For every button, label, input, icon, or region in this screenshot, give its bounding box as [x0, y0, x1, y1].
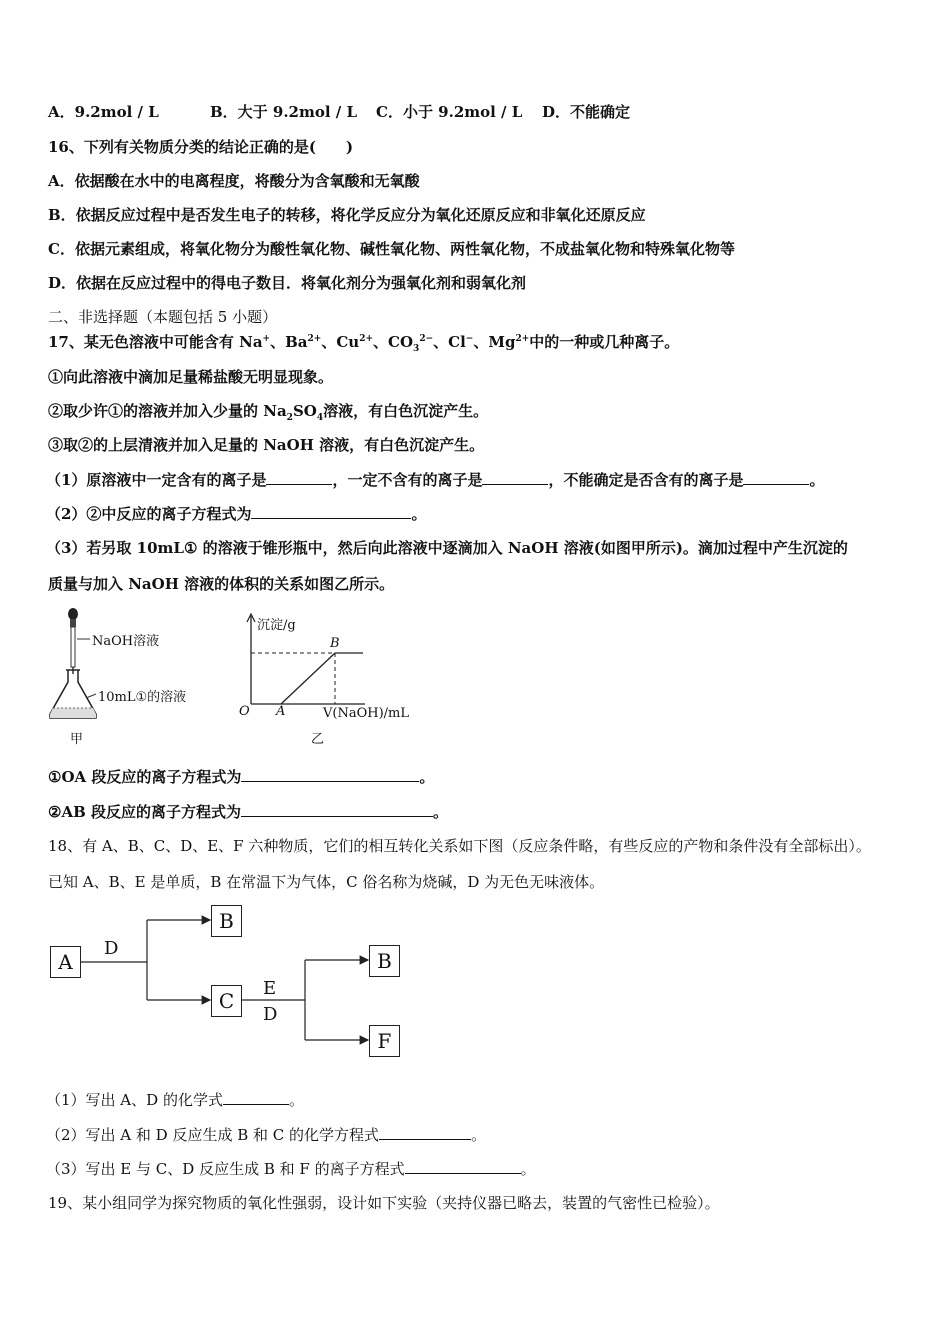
- q17-step2: [48, 401, 488, 421]
- answer-blank[interactable]: [405, 1159, 521, 1174]
- q16-option-d: D．依据在反应过程中的得电子数目．将氧化剂分为强氧化剂和弱氧化剂: [48, 274, 527, 292]
- q18-part2: [46, 1125, 486, 1145]
- ion-ba-charge: 2+: [307, 334, 322, 344]
- ion-ba: Ba: [285, 333, 308, 351]
- answer-blank[interactable]: [743, 470, 809, 485]
- section-heading: 二、非选择题（本题包括 5 小题）: [48, 308, 278, 326]
- answer-blank[interactable]: [266, 470, 332, 485]
- period: 。: [411, 505, 427, 523]
- q17-stem: [48, 332, 679, 352]
- dropper-flask-svg: [46, 606, 196, 746]
- figure-yi: [235, 610, 415, 746]
- node-c: C: [211, 985, 242, 1017]
- na2so4-so: SO: [292, 402, 317, 420]
- q17-step1: ①向此溶液中滴加足量稀盐酸无明显现象。: [48, 368, 334, 386]
- ion-co3: CO: [388, 333, 414, 351]
- q17-part3-line2: 质量与加入 NaOH 溶液的体积的关系如图乙所示。: [48, 575, 395, 593]
- figure-jia: [46, 606, 196, 746]
- q18-stem-1: 18、有 A、B、C、D、E、F 六种物质，它们的相互转化关系如下图（反应条件略，有些反应的产物和条件没有全部标出）。: [48, 837, 871, 855]
- sep: 、: [433, 333, 449, 351]
- q18-part3: [46, 1159, 536, 1179]
- naoh-solution-label: NaOH溶液: [92, 634, 160, 649]
- q18-stem-2: 已知 A、B、E 是单质，B 在常温下为气体，C 俗名称为烧碱，D 为无色无味液体。: [48, 873, 605, 891]
- graph-origin: O: [239, 704, 250, 719]
- q17-ab-text: ②AB 段反应的离子方程式为: [48, 803, 241, 821]
- node-f: F: [369, 1025, 400, 1057]
- ion-cl: Cl: [448, 333, 466, 351]
- flask-solution-label: 10mL①的溶液: [98, 690, 187, 705]
- period: 。: [288, 1091, 304, 1109]
- q17-step2-post: 溶液，有白色沉淀产生。: [323, 402, 489, 420]
- q18-p2-text: （2）写出 A 和 D 反应生成 B 和 C 的化学方程式: [46, 1126, 380, 1144]
- q17-ab: [48, 802, 448, 822]
- edge-label-d2: D: [263, 1004, 278, 1025]
- ion-mg: Mg: [488, 333, 516, 351]
- q16-stem: 16、下列有关物质分类的结论正确的是( ): [48, 138, 354, 156]
- answer-blank[interactable]: [241, 767, 419, 782]
- q17-oa: [48, 767, 434, 787]
- node-a: A: [50, 946, 81, 978]
- q16-option-c: C．依据元素组成，将氧化物分为酸性氧化物、碱性氧化物、两性氧化物，不成盐氧化物和特殊氧化物等: [48, 240, 735, 258]
- node-b-right: B: [369, 945, 400, 977]
- figure-jia-caption: 甲: [70, 732, 84, 747]
- q15-option-a: A．9.2mol / L: [48, 103, 159, 121]
- na2so4-sub2: 2: [286, 413, 293, 423]
- q17-part3-line1: （3）若另取 10mL① 的溶液于锥形瓶中，然后向此溶液中逐滴加入 NaOH 溶液(如图甲所示)。滴加过程中产生沉淀的: [46, 539, 848, 557]
- q16-option-b: B．依据反应过程中是否发生电子的转移，将化学反应分为氧化还原反应和非氧化还原反应: [48, 206, 646, 224]
- period: 。: [471, 1126, 487, 1144]
- edge-label-e: E: [263, 978, 277, 999]
- sep: 、: [270, 333, 286, 351]
- q17-stem-suffix: 中的一种或几种离子。: [529, 333, 680, 351]
- answer-blank[interactable]: [223, 1090, 289, 1105]
- graph-point-b: B: [330, 636, 340, 651]
- period: 。: [809, 471, 825, 489]
- q17-part1: [46, 470, 825, 490]
- ion-cl-charge: −: [465, 334, 474, 344]
- period: 。: [433, 803, 449, 821]
- q15-option-b: B．大于 9.2mol / L: [210, 103, 358, 121]
- node-b-top: B: [211, 905, 242, 937]
- answer-blank[interactable]: [482, 470, 548, 485]
- period: 。: [419, 768, 435, 786]
- q17-part2: [46, 504, 426, 524]
- na2so4-na: Na: [263, 402, 287, 420]
- ion-co3-sub: 3: [413, 344, 420, 354]
- q17-oa-text: ①OA 段反应的离子方程式为: [48, 768, 242, 786]
- q15-option-d: D．不能确定: [542, 103, 631, 121]
- q17-p1-text-c: ，不能确定是否含有的离子是: [548, 471, 744, 489]
- ion-co3-charge: 2−: [419, 334, 434, 344]
- answer-blank[interactable]: [241, 802, 433, 817]
- q18-p1-text: （1）写出 A、D 的化学式: [46, 1091, 223, 1109]
- q15-options: [48, 102, 631, 122]
- graph-point-a: A: [276, 704, 286, 719]
- q17-p1-text-b: ，一定不含有的离子是: [332, 471, 483, 489]
- ion-na-charge: +: [262, 334, 271, 344]
- q17-step3: ③取②的上层清液并加入足量的 NaOH 溶液，有白色沉淀产生。: [48, 436, 485, 454]
- q18-diagram: [48, 902, 418, 1062]
- q18-part1: [46, 1090, 304, 1110]
- figure-yi-caption: 乙: [311, 732, 325, 747]
- q19-stem: 19、某小组同学为探究物质的氧化性强弱，设计如下实验（夹持仪器已略去，装置的气密性已检验）。: [48, 1194, 720, 1212]
- q18-p3-text: （3）写出 E 与 C、D 反应生成 B 和 F 的离子方程式: [46, 1160, 405, 1178]
- ion-cu: Cu: [336, 333, 360, 351]
- answer-blank[interactable]: [379, 1125, 471, 1140]
- graph-x-label: V(NaOH)/mL: [323, 706, 409, 721]
- q17-p2-text: （2）②中反应的离子方程式为: [46, 505, 252, 523]
- period: 。: [520, 1160, 536, 1178]
- q17-step2-pre: ②取少许①的溶液并加入少量的: [48, 402, 264, 420]
- q16-option-a: A．依据酸在水中的电离程度，将酸分为含氧酸和无氧酸: [48, 172, 420, 190]
- ion-mg-charge: 2+: [515, 334, 530, 344]
- answer-blank[interactable]: [251, 504, 411, 519]
- ion-cu-charge: 2+: [359, 334, 374, 344]
- ion-na: Na: [239, 333, 263, 351]
- graph-y-label: 沉淀/g: [257, 618, 296, 633]
- sep: 、: [373, 333, 389, 351]
- edge-label-d: D: [104, 938, 119, 959]
- q17-p1-text-a: （1）原溶液中一定含有的离子是: [46, 471, 267, 489]
- sep: 、: [321, 333, 337, 351]
- na2so4-sub4: 4: [316, 413, 324, 423]
- sep: 、: [473, 333, 489, 351]
- q17-stem-prefix: 17、某无色溶液中可能含有: [48, 333, 240, 351]
- q15-option-c: C．小于 9.2mol / L: [376, 103, 523, 121]
